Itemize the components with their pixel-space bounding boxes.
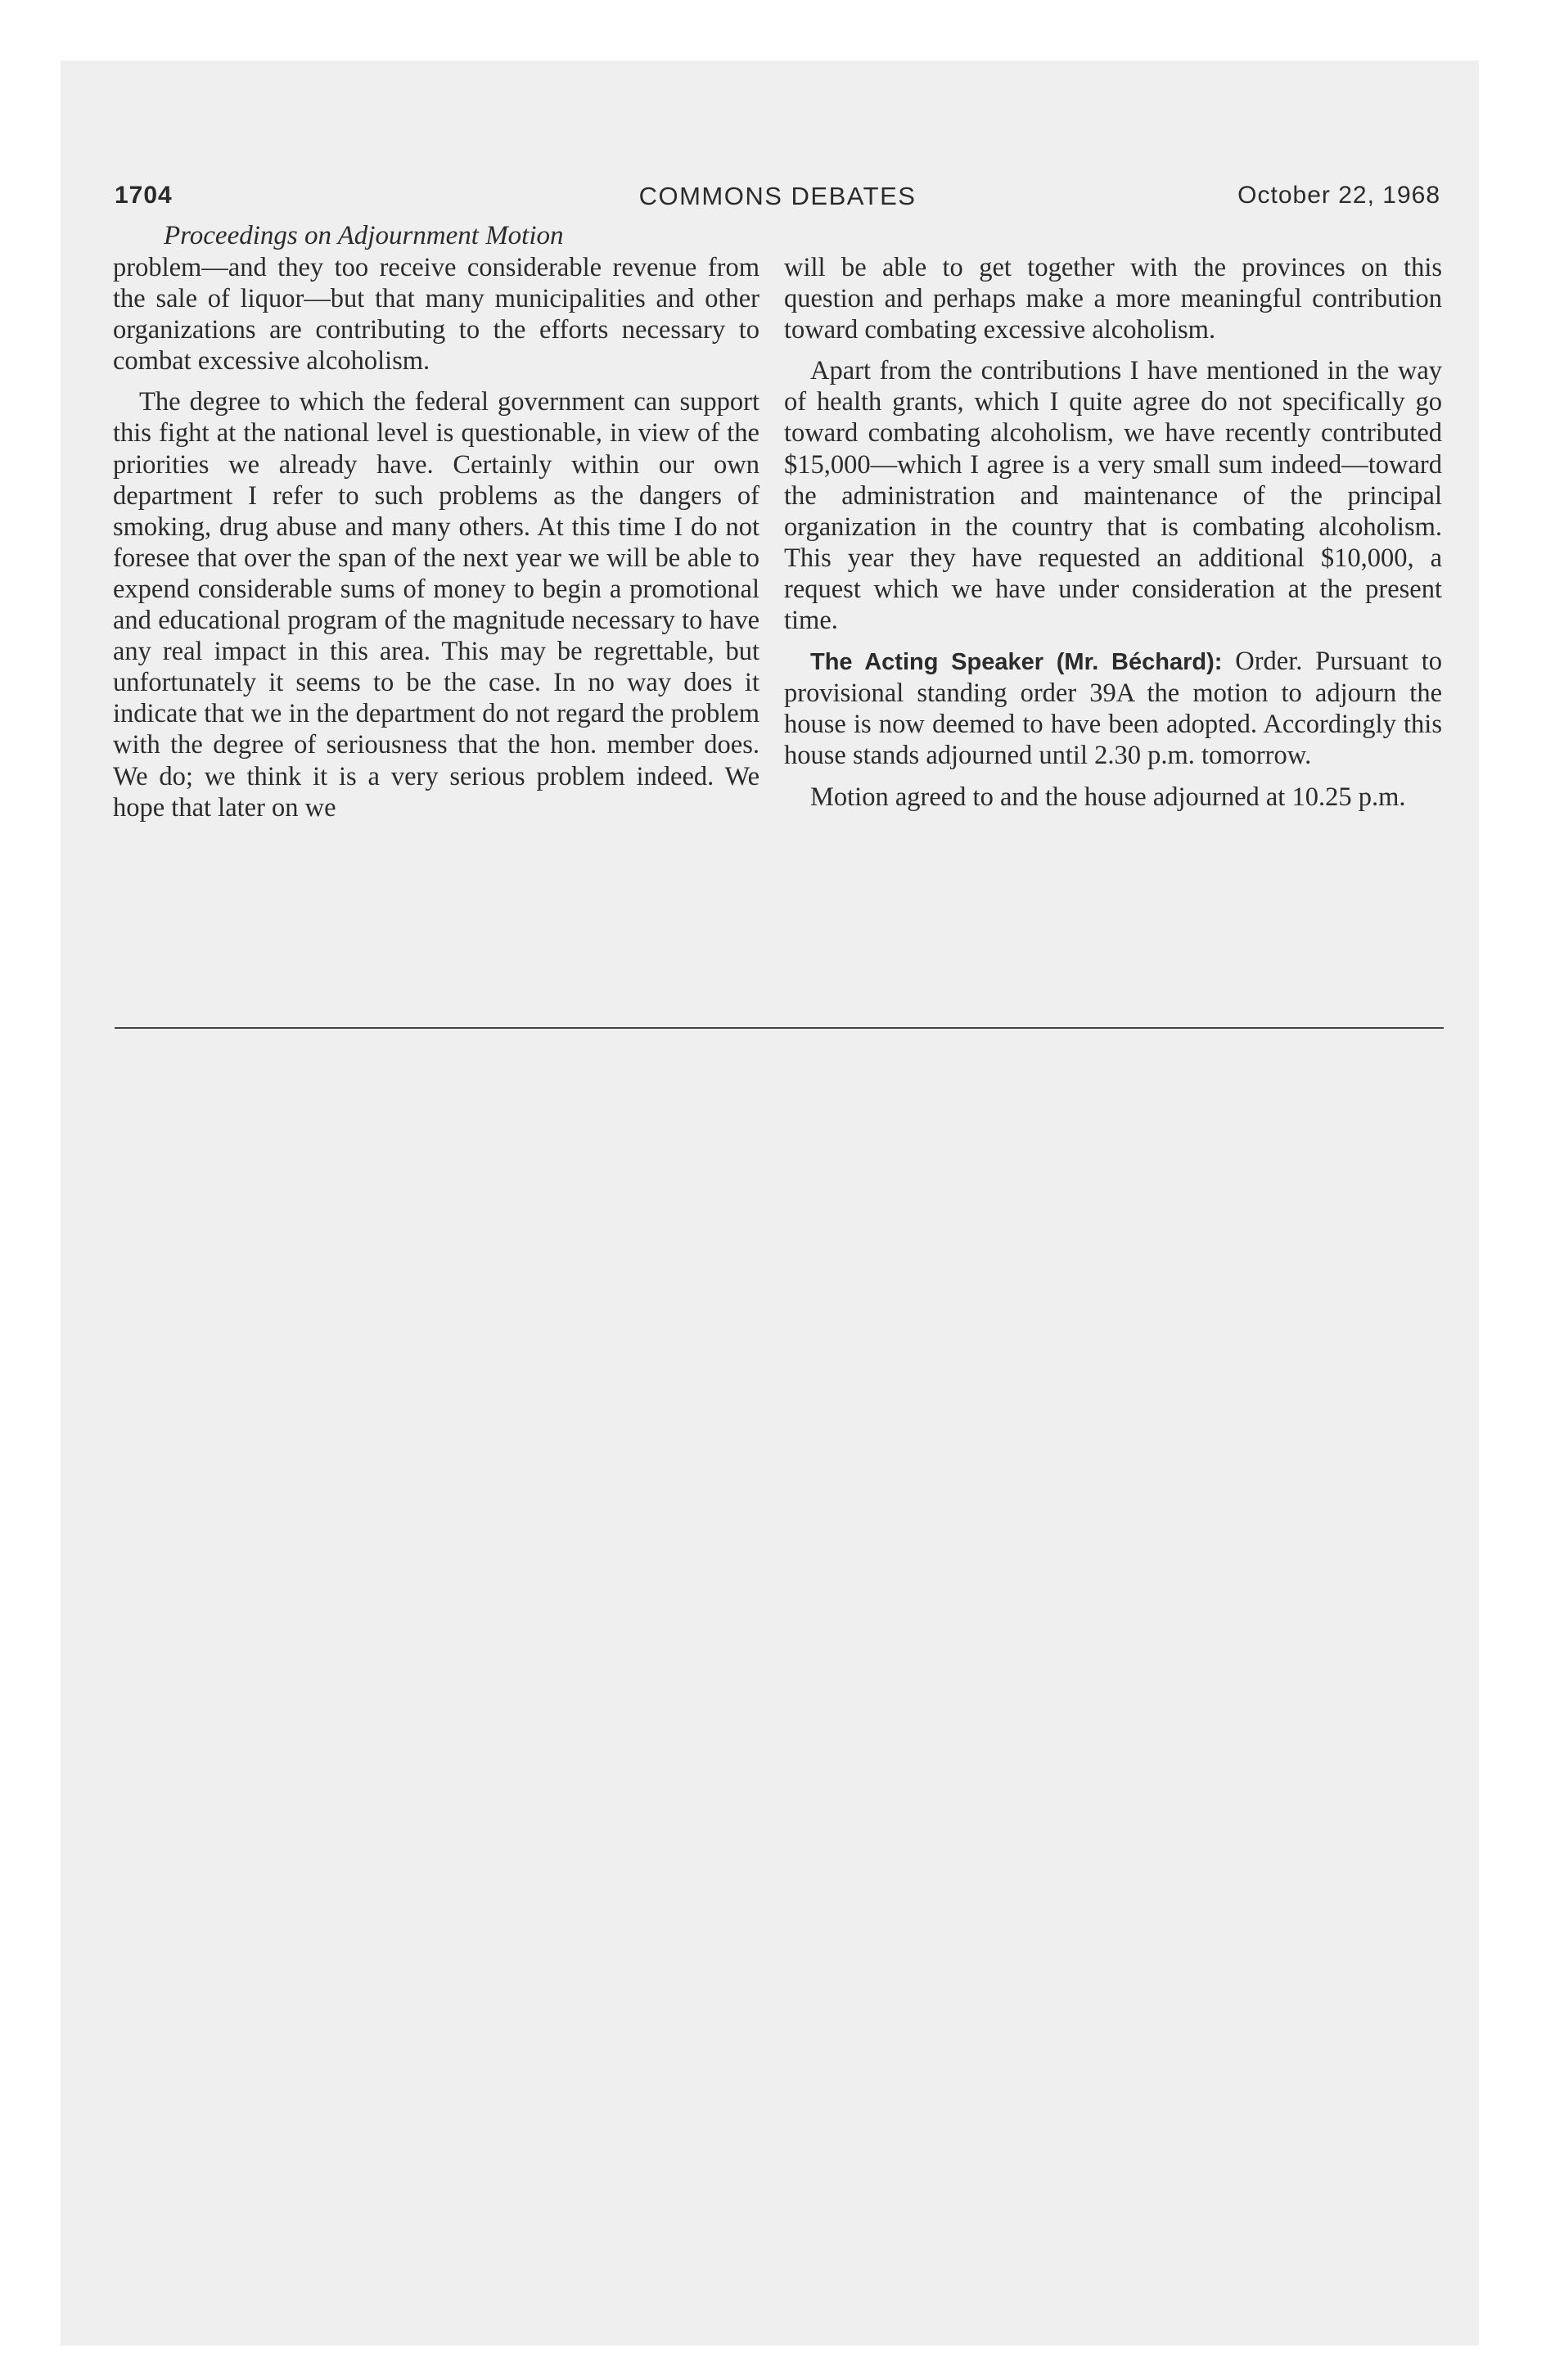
paragraph: problem—and they too receive considerable revenue from the sale of liquor—but that many municipalities and other organizations are contributing to the efforts necessary to combat excessive alcoholism.	[113, 253, 759, 376]
paragraph: will be able to get together with the provinces on this question and perhaps make a more meaningful contribution toward combating excessive alcoholism.	[784, 253, 1442, 345]
section-title: Proceedings on Adjournment Motion	[164, 221, 564, 250]
paragraph: The degree to which the federal government can support this fight at the national level is questionable, in view of the priorities we already have. Certainly within our own department I refer to such problems as the dangers of smoking, drug abuse and many others. At this time I do not foresee that over the span of the next year we will be able to expend considerable sums of money to begin a promotional and educational program of the magnitude necessary to have any real impact in this area. This may be regrettable, but unfortunately it seems to be the case. In no way does it indicate that we in the department do not regard the problem with the degree of seriousness that the hon. member does. We do; we think it is a very serious problem indeed. We hope that later on we	[113, 387, 759, 823]
page-header	[115, 182, 1440, 223]
speaker-name: The Acting Speaker (Mr. Béchard):	[810, 649, 1223, 676]
header-date: October 22, 1968	[1237, 182, 1440, 209]
left-column	[113, 252, 759, 833]
speaker-statement: Order. Pursuant to provisional standing order 39A the motion to adjourn the house is now deemed to have been adopted. Accordingly this house stands adjourned until 2.30 p.m. tomorrow.	[784, 647, 1442, 771]
end-rule	[115, 1027, 1444, 1029]
paragraph: Apart from the contributions I have mentioned in the way of health grants, which I quite agree do not specifically go toward combating alcoholism, we have recently contributed $15,000—which I agree is a very small sum indeed—toward the administration and maintenance of the principal organization in the country that is combating alcoholism. This year they have requested an additional $10,000, a request which we have under consideration at the present time.	[784, 356, 1442, 636]
right-column	[784, 252, 1442, 823]
paragraph: Motion agreed to and the house adjourned at 10.25 p.m.	[810, 782, 1406, 812]
speaker-paragraph	[784, 646, 1442, 771]
running-title: COMMONS DEBATES	[638, 182, 917, 210]
page-number: 1704	[115, 182, 173, 209]
